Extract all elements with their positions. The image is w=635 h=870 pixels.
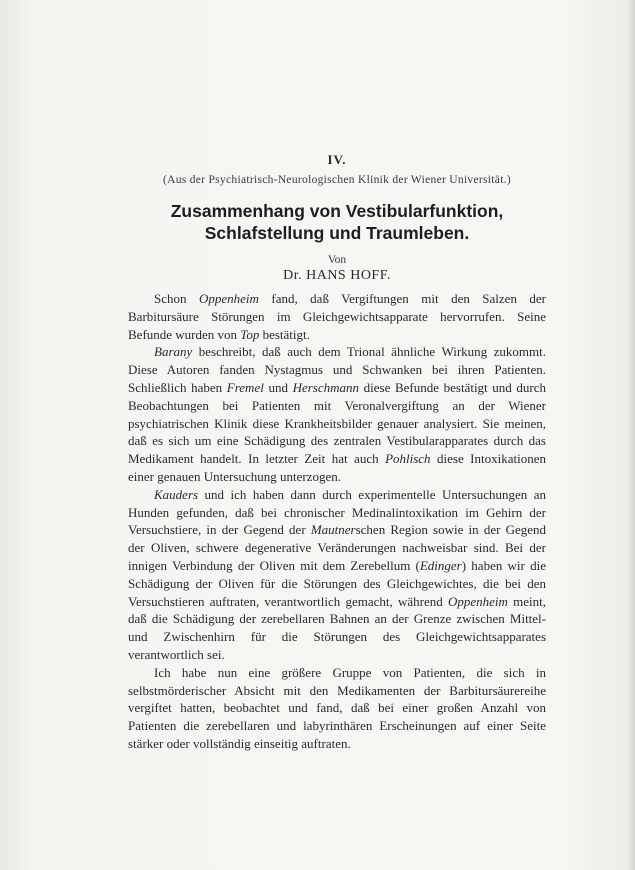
cited-author: Pohlisch (385, 451, 431, 467)
paragraph: Schon Oppenheim fand, daß Vergiftungen mit den Salzen der Barbitursäure Störungen im Gleichgewichtsapparate hervorrufen. Seine Befunde wurden von Top bestätigt. (128, 291, 547, 342)
article-body (128, 290, 546, 753)
paragraph: Kauders und ich haben dann durch experimentelle Untersuchungen an Hunden gefunden, daß bei chronischer Medinalintoxikation im Gehirn der Versuchstiere, in der Gegend der Mautnerschen Region sowie in der Gegend der Oliven, schwere degenerative Veränderungen nachweisbar sind. Bei der innigen Verbindung der Oliven mit dem Zerebellum (Edinger) haben wir die Schädigung der Oliven für die Störungen des Gleichgewichtes, die bei den Versuchstieren auftraten, verantwortlich gemacht, während Oppenheim meint, daß die Schädigung der zerebellaren Bahnen an der Grenze zwischen Mittel- und Zwischenhirn für die Störungen des Gleichgewichtsapparates verantwortlich sei. (128, 486, 547, 662)
paragraph: Barany beschreibt, daß auch dem Trional ähnliche Wirkung zukommt. Diese Autoren fanden Nystagmus und Schwanken bei ihren Patienten. Schließlich haben Fremel und Herschmann diese Befunde bestätigt und durch Beobachtungen bei Patienten mit Veronalvergiftung an der Wiener psychiatrischen Klinik diese Krankheitsbilder genauer analysiert. Sie meinen, daß es sich um eine Schädigung des zentralen Vestibularapparates durch das Medikament handelt. In letzter Zeit hat auch Pohlisch diese Intoxikationen einer genauen Untersuchung unterzogen. (128, 344, 547, 484)
article-content (128, 152, 546, 753)
cited-author: Kauders (154, 486, 199, 502)
author-name: Dr. HANS HOFF. (283, 268, 391, 283)
chapter-number: IV. (327, 152, 347, 167)
cited-author: Fremel (226, 379, 264, 395)
cited-author: Oppenheim (198, 291, 259, 306)
page-edge-shadow (627, 0, 635, 870)
paragraph: Ich habe nun eine größere Gruppe von Patienten, die sich in selbstmörderischer Absicht mit den Medikamenten der Barbitursäurereihe vergiftet hatten, beobachtet und fand, daß bei einer großen Anzahl von Patienten die zerebellaren und labyrinthären Erscheinungen auf einer Seite stärker oder vollständig einseitig auftraten. (128, 664, 546, 751)
cited-author: Barany (154, 344, 193, 360)
article-title: Zusammenhang von Vestibularfunktion, Schlafstellung und Traumleben. (170, 201, 504, 243)
cited-author: Oppenheim (447, 593, 508, 609)
cited-author: Mautner (310, 522, 356, 538)
cited-author: Edinger (419, 557, 462, 573)
affiliation-line: (Aus der Psychiatrisch-Neurologischen Klinik der Wiener Universität.) (162, 174, 511, 186)
cited-author: Top (240, 326, 260, 342)
cited-author: Herschmann (292, 379, 360, 395)
byline-von: Von (327, 254, 347, 266)
